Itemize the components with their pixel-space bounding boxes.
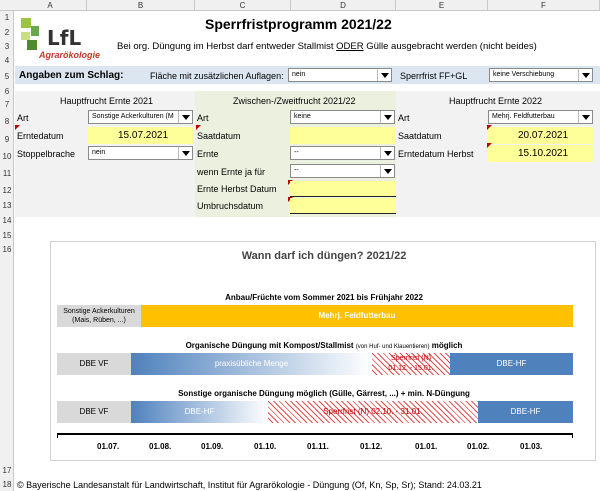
row2-title-text: Organische Düngung mit Kompost/Stallmist [185, 341, 356, 350]
chart-bar-sperrfrist-row3: Sperrfrist (N) 02.10. - 31.01. [268, 401, 478, 423]
chart-bar-dbe-vf-row3: DBE VF [57, 401, 131, 423]
umbruch-label: Umbruchsdatum [197, 201, 264, 211]
zf-art-value: keine [294, 113, 311, 120]
row-header[interactable]: 13 [2, 201, 12, 210]
art-value: Sonstige Ackerkulturen (M [92, 113, 174, 120]
row-header[interactable]: 17 [2, 466, 12, 475]
bar-label: 01.12. - 15.01. [388, 365, 434, 372]
stoppel-value: nein [92, 149, 106, 156]
row-header[interactable]: 10 [2, 152, 12, 161]
ernte-label: Ernte [197, 149, 219, 159]
row-header[interactable]: 2 [4, 28, 10, 37]
hf22-saatdatum-value: 20.07.2021 [518, 130, 569, 141]
row-header[interactable]: 12 [2, 186, 12, 195]
page-subtitle [117, 41, 537, 52]
zf-saatdatum-field[interactable] [290, 127, 396, 144]
zf-ernte-value: -- [294, 149, 299, 156]
art-label: Art [17, 113, 29, 123]
chevron-down-icon[interactable] [178, 111, 192, 123]
page-title: Sperrfristprogramm 2021/22 [205, 16, 392, 32]
duengung-chart[interactable] [50, 241, 596, 461]
chart-bar-dbe-hf-row3b: DBE-HF [478, 401, 573, 423]
tick-label: 01.02. [467, 442, 490, 451]
hf22-ernte-herbst-value: 15.10.2021 [518, 148, 569, 159]
column-header-bar [0, 0, 600, 11]
bar-label: (Mais, Rüben, ...) [72, 317, 126, 324]
tick-label: 01.09. [201, 442, 224, 451]
row-header[interactable]: 15 [2, 231, 12, 240]
angaben-label: Angaben zum Schlag: [19, 70, 124, 81]
chart-bar-sonstige-ackerkulturen [57, 305, 141, 327]
tick-label: 01.03. [520, 442, 543, 451]
bar-label: Sonstige Ackerkulturen [63, 308, 135, 315]
axis-tick [57, 435, 58, 438]
comment-marker-icon [487, 143, 492, 148]
stoppelbrache-label: Stoppelbrache [17, 149, 76, 159]
chevron-down-icon[interactable] [380, 111, 394, 123]
chevron-down-icon[interactable] [380, 165, 394, 177]
tick-label: 01.07. [97, 442, 120, 451]
hf22-art-value: Mehrj. Feldfutterbau [492, 113, 555, 120]
tick-label: 01.10. [254, 442, 277, 451]
zf-wenn-dropdown[interactable] [290, 164, 395, 178]
row-header[interactable]: 11 [2, 169, 12, 178]
hauptfrucht-2021-header: Hauptfrucht Ernte 2021 [60, 96, 154, 106]
row-header[interactable]: 4 [4, 56, 10, 65]
chart-bar-praxisuebliche-menge: praxisübliche Menge [131, 353, 372, 375]
row-header-bar [0, 11, 14, 491]
bar-label: Sperrfrist (N) [390, 355, 432, 362]
row2-title-small: (von Huf- und Klauentieren) [355, 344, 430, 350]
flaeche-value: nein [292, 71, 306, 78]
worksheet [15, 12, 600, 491]
erntedatum-label: Erntedatum [17, 131, 64, 141]
flaeche-label: Fläche mit zusätzlichen Auflagen: [150, 71, 284, 81]
hauptfrucht-2021-art-dropdown[interactable] [88, 110, 193, 124]
footer-copyright: © Bayerische Landesanstalt für Landwirtschaft, Institut für Agrarökologie - Düngung (Of, Kn, Sp, Sr); Stand: 24.03.21 [17, 480, 482, 490]
zf-art-label: Art [197, 113, 209, 123]
column-header-f[interactable]: F [488, 0, 600, 11]
subtitle-oder: ODER [336, 41, 364, 52]
sperrfrist-value: keine Verschiebung [493, 71, 555, 78]
hf22-saatdatum-label: Saatdatum [398, 131, 442, 141]
row-header[interactable]: 7 [4, 100, 10, 109]
row-header[interactable]: 16 [2, 245, 12, 254]
tick-label: 01.11. [307, 442, 329, 451]
subtitle-text: Bei org. Düngung im Herbst darf entweder Stallmist [117, 41, 337, 52]
row-header[interactable]: 6 [4, 87, 10, 96]
row-header[interactable]: 5 [4, 72, 10, 81]
chevron-down-icon[interactable] [578, 111, 592, 123]
logo-subtitle: Agrarökologie [39, 50, 101, 60]
hauptfrucht-2022-header: Hauptfrucht Ernte 2022 [449, 96, 543, 106]
hf22-ernte-herbst-label: Erntedatum Herbst [398, 149, 474, 159]
tick-label: 01.01. [415, 442, 438, 451]
erntedatum-value: 15.07.2021 [118, 130, 169, 141]
tick-label: 01.12. [360, 442, 383, 451]
wenn-ernte-label: wenn Ernte ja für [197, 167, 266, 177]
column-header-b[interactable]: B [87, 0, 195, 11]
chevron-down-icon[interactable] [380, 147, 394, 159]
zwischenfrucht-art-dropdown[interactable] [290, 110, 395, 124]
column-header-e[interactable]: E [396, 0, 488, 11]
flaeche-dropdown[interactable] [288, 68, 392, 82]
row-header[interactable]: 3 [4, 42, 10, 51]
chart-bar-dbe-hf-row2: DBE-HF [450, 353, 573, 375]
comment-marker-icon [487, 125, 492, 130]
saatdatum-label: Saatdatum [197, 131, 241, 141]
sperrfrist-label: Sperrfrist FF+GL [400, 71, 468, 81]
sperrfrist-dropdown[interactable] [489, 68, 593, 82]
row-header[interactable]: 9 [4, 135, 10, 144]
axis-tick [572, 435, 573, 438]
logo-text: LfL [47, 26, 82, 50]
column-header-d[interactable]: D [291, 0, 396, 11]
row2-title-end: möglich [429, 341, 463, 350]
chevron-down-icon[interactable] [377, 69, 391, 81]
lfl-logo-icon [19, 18, 41, 52]
hauptfrucht-2022-art-dropdown[interactable] [488, 110, 593, 124]
zf-ernte-herbst-field[interactable] [290, 181, 396, 197]
chevron-down-icon[interactable] [578, 69, 592, 81]
chart-bar-dbe-vf: DBE VF [57, 353, 131, 375]
chart-x-axis [57, 433, 573, 435]
stoppelbrache-dropdown[interactable] [88, 146, 193, 160]
column-header-a[interactable]: A [14, 0, 87, 11]
chart-title: Wann darf ich düngen? 2021/22 [241, 250, 407, 262]
row-header[interactable]: 14 [2, 216, 12, 225]
chart-bar-sperrfrist-row2 [372, 353, 450, 375]
chart-bar-mehrj-feldfutterbau: Mehrj. Feldfutterbau [141, 305, 573, 327]
row-header[interactable]: 18 [2, 480, 12, 489]
column-header-c[interactable]: C [195, 0, 291, 11]
subtitle-text-end: Gülle ausgebracht werden (nicht beides) [363, 41, 537, 52]
zf-umbruch-field[interactable] [290, 198, 396, 214]
chart-row2-title [51, 341, 597, 350]
row-header[interactable]: 8 [4, 117, 10, 126]
ernte-herbst-label: Ernte Herbst Datum [197, 184, 277, 194]
tick-label: 01.08. [149, 442, 172, 451]
row-header[interactable]: 1 [4, 13, 10, 22]
comment-marker-icon [15, 125, 20, 130]
chevron-down-icon[interactable] [178, 147, 192, 159]
chart-row3-title: Sonstige organische Düngung möglich (Gülle, Gärrest, ...) + min. N-Düngung [178, 389, 470, 398]
chart-row1-title: Anbau/Früchte vom Sommer 2021 bis Frühjahr 2022 [225, 293, 423, 302]
zf-ernte-dropdown[interactable] [290, 146, 395, 160]
zwischenfrucht-header: Zwischen-/Zweitfrucht 2021/22 [233, 96, 356, 106]
hf22-art-label: Art [398, 113, 410, 123]
chart-bar-dbe-hf-row3: DBE-HF [131, 401, 268, 423]
zf-wenn-value: -- [294, 167, 299, 174]
comment-marker-icon [196, 125, 201, 130]
